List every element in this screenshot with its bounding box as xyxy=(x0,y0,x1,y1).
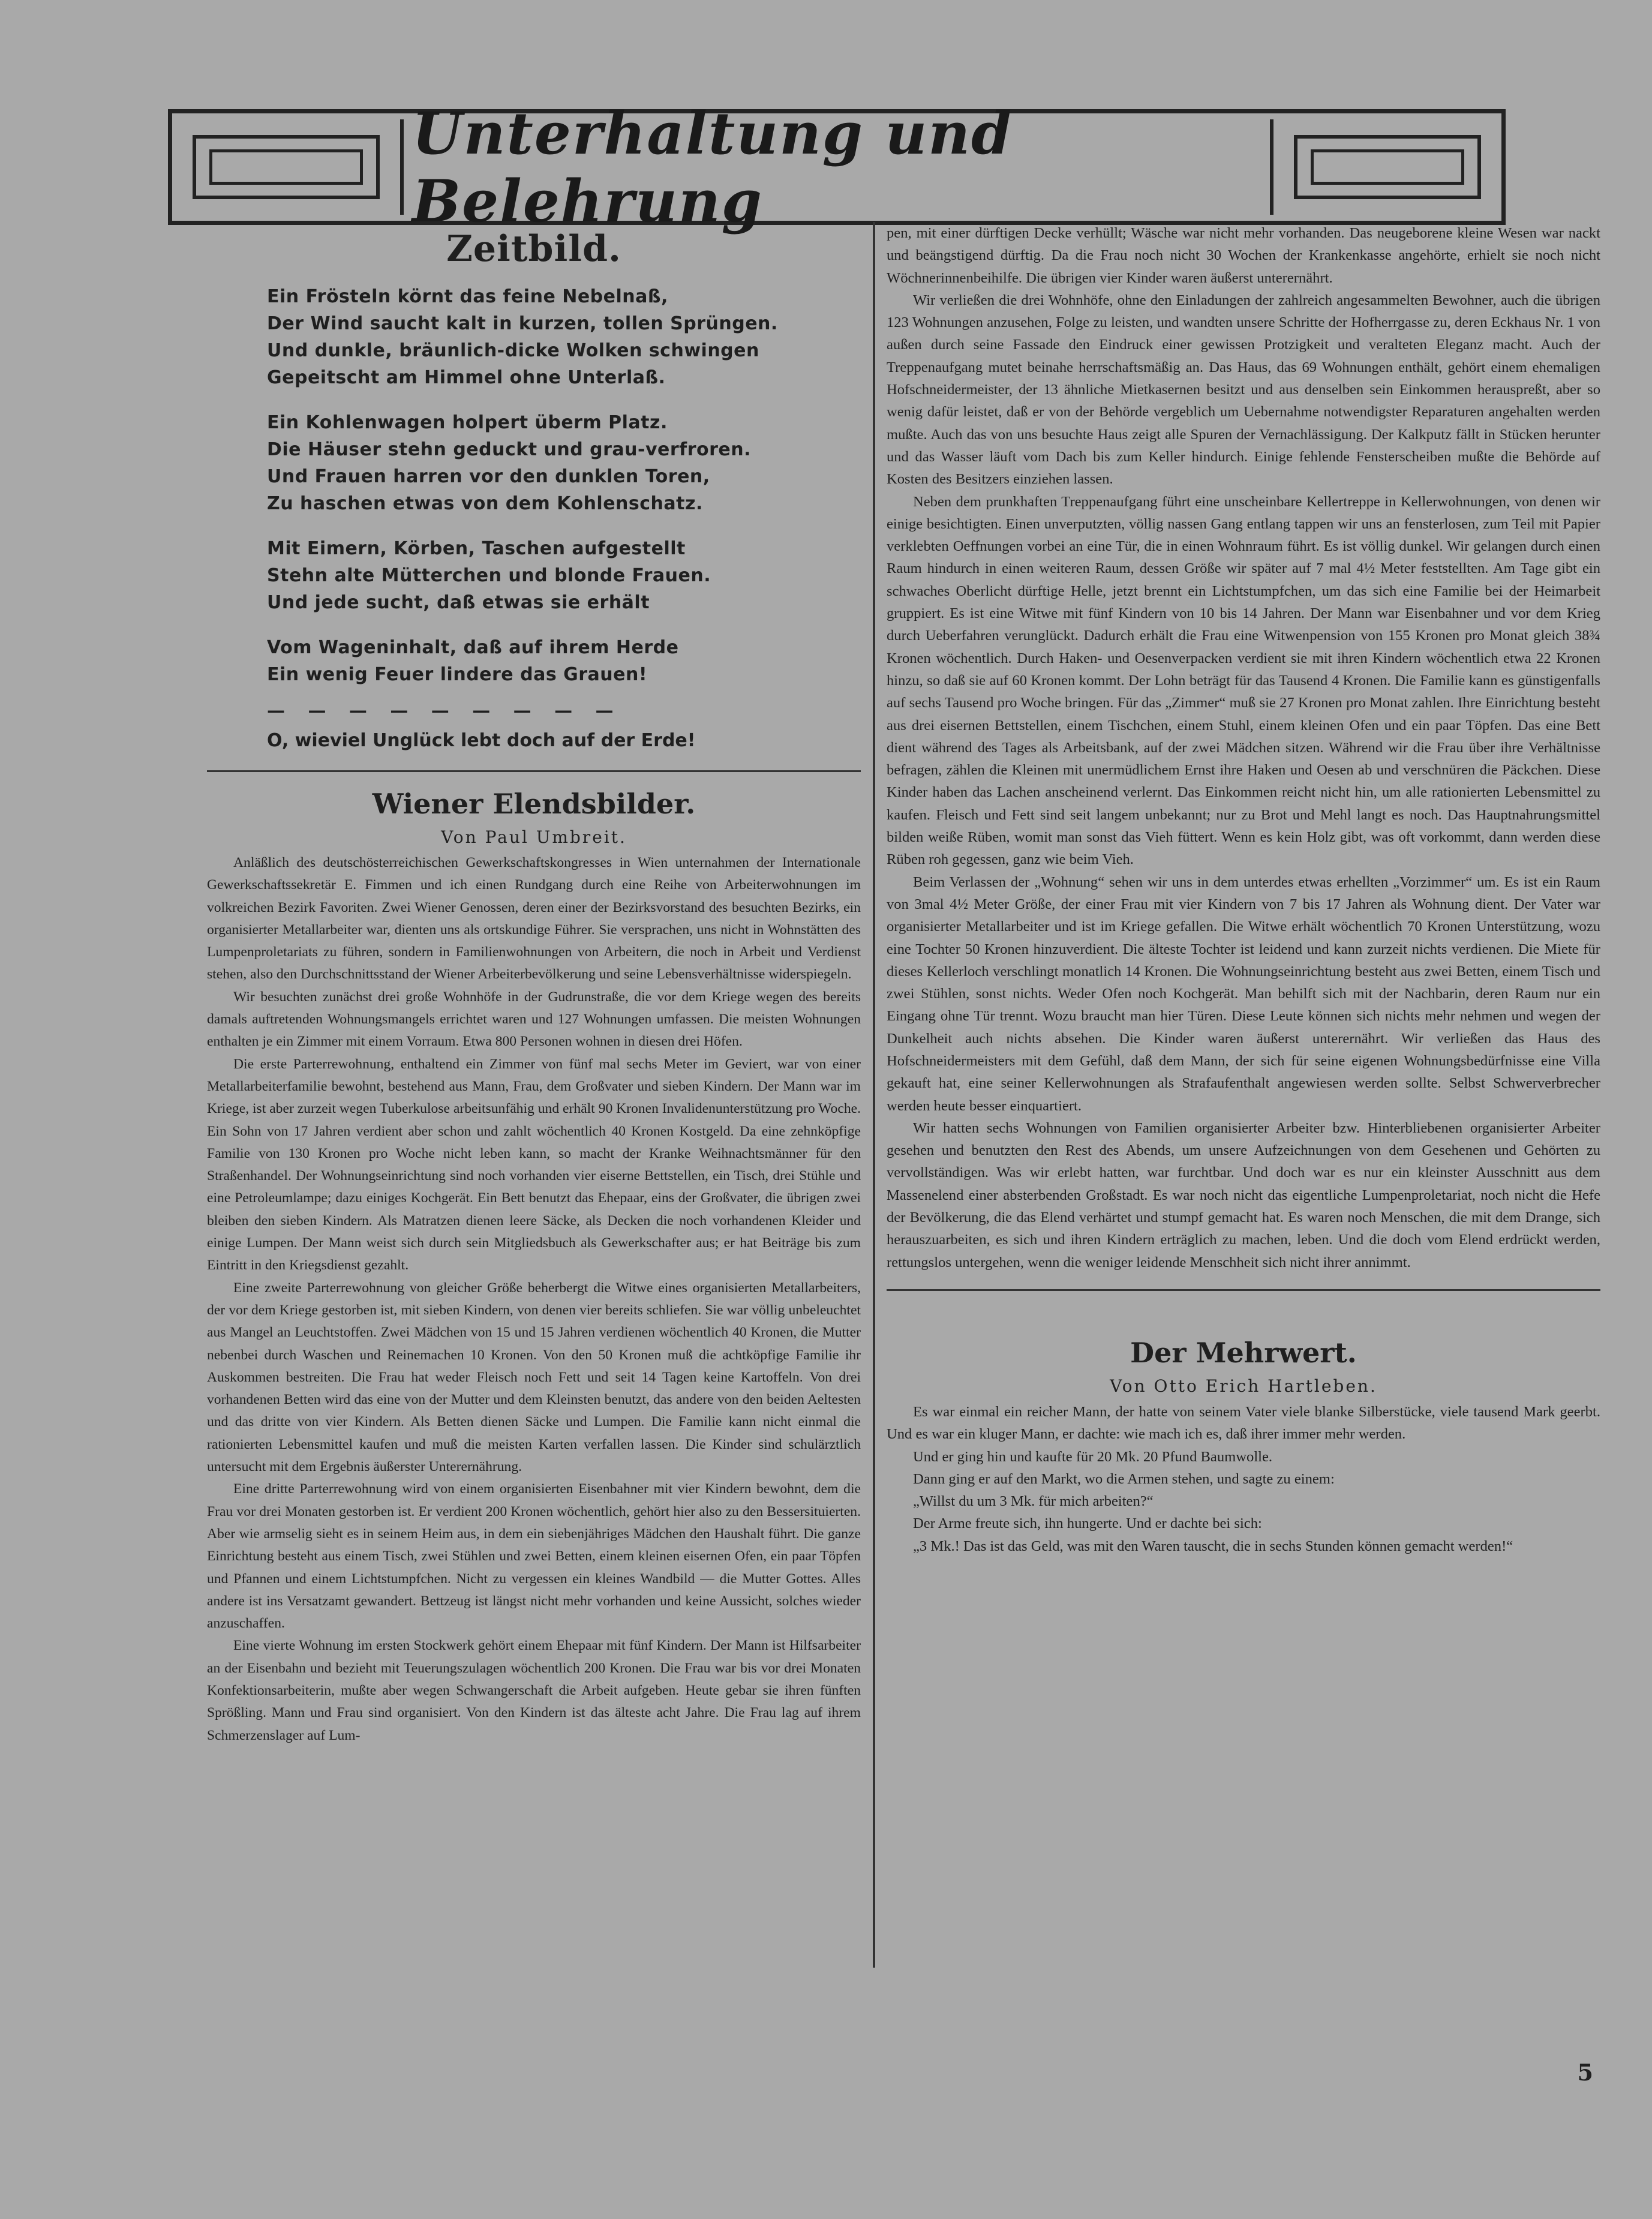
poem-stanza-2 xyxy=(267,409,861,517)
left-column xyxy=(207,222,861,1747)
article-paragraph: Die erste Parterrewohnung, enthaltend ein Zimmer von fünf mal sechs Meter im Geviert, war von einer Metallarbeiterfamilie bewohnt, bestehend aus Mann, Frau, dem Großvater und sieben Kindern. Der Mann war im Kriege, ist aber zurzeit wegen Tuberkulose arbeitsunfähig und erhält 90 Kronen Invalidenunterstützung pro Woche. Ein Sohn von 17 Jahren verdient aber schon und zahlt wöchentlich 40 Kronen Kostgeld. Da eine zehnköpfige Familie von 130 Kronen pro Woche nicht leben kann, so macht der Kranke Weihnachtsmänner für den Straßenhandel. Der Wohnungseinrichtung sind noch vorhanden vier eiserne Bettstellen, ein Tisch, drei Stühle und eine Petroleumlampe; dazu einiges Kochgerät. Ein Bett benutzt das Ehepaar, eins der Großvater, die übrigen zwei bleiben den sieben Kindern. Als Matratzen dienen leere Säcke, als Decken die noch vorhandenen Kleider und einige Lumpen. Der Mann weist sich durch sein Mitgliedsbuch als Gewerkschafter aus; er hat Beiträge bis zum Eintritt in den Kriegsdienst gezahlt. xyxy=(207,1056,861,1274)
section-title: Unterhaltung und Belehrung xyxy=(412,99,1013,235)
article-paragraph: Wir verließen die drei Wohnhöfe, ohne den Einladungen der zahlreich angesammelten Bewohner, auch die übrigen 123 Wohnungen anzusehen, Folge zu leisten, und wandten unsere Schritte der Hofherrgasse zu, deren Eckhaus Nr. 1 von außen durch seine Fassade den Eindruck einer gewissen Protzigkeit und veralteten Eleganz macht. Auch der Treppenaufgang mutet beinahe herrschaftsmäßig an. Das Haus, das 69 Wohnungen enthält, gehört einem ehemaligen Hofschneidermeister, der 13 ähnliche Mietkasernen besitzt und aus denselben sein Einkommen herauspreßt, aber so wenig dafür leistet, daß er von der Behörde vergeblich um Uebernahme notwendigster Reparaturen angehalten werden mußte. Auch das von uns besuchte Haus zeigt alle Spuren der Vernachlässigung. Der Kalkputz fällt in Stücken herunter und das Wasser läuft vom Dach bis zum Keller hindurch. Einige fehlende Fensterscheiben mußte die Behörde auf Kosten des Besitzers einziehen lassen. xyxy=(887,292,1600,488)
section-masthead xyxy=(168,99,1506,235)
poem-title: Zeitbild. xyxy=(446,228,621,270)
right-column xyxy=(887,222,1600,1557)
poem-line: Die Häuser stehn geduckt und grau-verfroren. xyxy=(267,439,752,460)
article-paragraph: Wir hatten sechs Wohnungen von Familien organisierter Arbeiter bzw. Hinterbliebenen organisierter Arbeiter gesehen und benutzten den Rest des Abends, um unsere Aufzeichnungen von dem Gesehenen und Gehörten zu vervollständigen. Was wir erlebt hatten, war furchtbar. Und doch war es nur ein kleinster Ausschnitt aus dem Massenelend einer absterbenden Großstadt. Es war noch nicht das eigentliche Lumpenproletariat, noch nicht die Hefe der Bevölkerung, die das Elend verhärtet und stumpf gemacht hat. Es waren noch Menschen, die mit dem Drange, sich herauszuarbeiten, es sich und ihren Kindern erträglich zu machen, leben. Und die doch vom Elend erdrückt werden, rettungslos untergehen, wenn die weniger leidende Menschheit sich nicht ihrer annimmt. xyxy=(887,1119,1600,1271)
poem-stanza-1 xyxy=(267,283,861,391)
poem-line: Gepeitscht am Himmel ohne Unterlaß. xyxy=(267,367,666,388)
article-separator xyxy=(887,1289,1600,1291)
poem-line: Vom Wageninhalt, daß auf ihrem Herde xyxy=(267,637,679,658)
article-paragraph: pen, mit einer dürftigen Decke verhüllt; Wäsche war nicht mehr vorhanden. Das neugeborene kleine Wesen war nackt und beängstigend dürftig. Da die Frau noch nicht 30 Wochen der Krankenkasse angehörte, erhielt sie noch nicht Wöchnerinnenbeihilfe. Die übrigen vier Kinder waren äußerst unterernährt. xyxy=(887,225,1600,286)
poem-line: Ein Frösteln körnt das feine Nebelnaß, xyxy=(267,286,668,307)
article-paragraph: Eine vierte Wohnung im ersten Stockwerk gehört einem Ehepaar mit fünf Kindern. Der Mann ist Hilfsarbeiter an der Eisenbahn und bezieht mit Teuerungszulagen wöchentlich 200 Kronen. Die Frau war bis vor drei Monaten Konfektionsarbeiterin, mußte aber wegen Schwangerschaft die Arbeit aufgeben. Heute gebar sie ihren fünften Sprößling. Mann und Frau sind organisiert. Von den Kindern ist das älteste acht Jahre. Die Frau lag auf ihrem Schmerzenslager auf Lum- xyxy=(207,1638,861,1743)
poem-stanza-3 xyxy=(267,535,861,616)
article-title: Der Mehrwert. xyxy=(1130,1336,1357,1369)
article-paragraph: Anläßlich des deutschösterreichischen Gewerkschaftskongresses in Wien unternahmen der Internationale Gewerkschaftssekretär E. Fimmen und ich einen Rundgang durch eine Reihe von Arbeiterwohnungen im volkreichen Bezirk Favoriten. Zwei Wiener Genossen, deren einer der Bezirksvorstand des besuchten Bezirks, ein organisierter Metallarbeiter war, dienten uns als ortskundige Führer. Sie versprachen, uns nicht in Wohnstätten des Lumpenproletariats zu führen, sondern in Familienwohnungen von Arbeitern, die noch in Arbeit und Verdienst stehen, also den Durchschnittsstand der Wiener Arbeiterbevölkerung und seine Lebensverhältnisse widerspiegeln. xyxy=(207,855,861,983)
article-paragraph: „3 Mk.! Das ist das Geld, was mit den Waren tauscht, die in sechs Stunden können gemacht werden!“ xyxy=(913,1538,1513,1554)
poem-line: Und dunkle, bräunlich-dicke Wolken schwingen xyxy=(267,340,759,361)
poem-line: Ein wenig Feuer lindere das Grauen! xyxy=(267,664,648,685)
masthead-ornament-left xyxy=(172,119,404,215)
poem-line: Mit Eimern, Körben, Taschen aufgestellt xyxy=(267,538,686,559)
article-paragraph: Dann ging er auf den Markt, wo die Armen stehen, und sagte zu einem: xyxy=(913,1470,1335,1487)
poem-line: Der Wind saucht kalt in kurzen, tollen Sprüngen. xyxy=(267,313,778,334)
poem-final-line: O, wieviel Unglück lebt doch auf der Erde! xyxy=(267,730,696,751)
article-paragraph: Beim Verlassen der „Wohnung“ sehen wir uns in dem unterdes etwas erhellten „Vorzimmer“ um. Es ist ein Raum von 3mal 4½ Meter Größe, der einer Frau mit vier Kindern von 7 bis 17 Jahren als Wohnung dient. Der Vater war organisierter Metallarbeiter und ist im Kriege gefallen. Die Witwe erhält wöchentlich 70 Kronen Unterstützung, wozu eine Tochter 50 Kronen hinzuverdient. Die älteste Tochter ist leidend und kann zurzeit nichts verdienen. Die Miete für dieses Kellerloch verschlingt monatlich 14 Kronen. Die Wohnungseinrichtung besteht aus zwei Betten, einem Tisch und zwei Stühlen, sonst nichts. Weder Ofen noch Kochgerät. Man behilft sich mit der Nachbarin, deren Raum nur ein Eingang ohne Tür trennt. Wozu braucht man hier Türen. Diese Leute können sich nichts mehr nehmen und wegen der Dunkelheit auch nichts absehen. Die Kinder waren äußerst unterernährt. Wir verließen das Haus des Hofschneidermeisters mit dem Gefühl, daß dem Mann, der sich für seine eigenen Wohnungsbedürfnisse eine Villa gekauft hat, eine seiner Kellerwohnungen als Strafaufenthalt angewiesen werden sollte. Selbst Schwerverbrecher werden heute besser einquartiert. xyxy=(887,873,1600,1114)
poem-line: Stehn alte Mütterchen und blonde Frauen. xyxy=(267,565,711,586)
column-divider xyxy=(873,222,875,1968)
article-paragraph: Neben dem prunkhaften Treppenaufgang führt eine unscheinbare Kellertreppe in Kellerwohnungen, von denen wir einige besichtigten. Einen unverputzten, völlig nassen Gang entlang tappen wir uns an fensterlosen, zum Teil mit Papier verklebten Oeffnungen vorbei an eine Tür, die in einen Wohnraum führt. Es ist völlig dunkel. Wir gelangen durch einen Raum hindurch in einen weiteren Raum, dessen Größe wir später auf 7 mal 4½ Meter feststellten. Am Tage gibt ein schwaches Oberlicht dürftige Helle, jetzt brennt ein Lichtstumpfchen, um das sich eine Familie bei der Heimarbeit gruppiert. Es ist eine Witwe mit fünf Kindern von 10 bis 14 Jahren. Der Mann war Eisenbahner und vor dem Krieg durch Ueberfahren verunglückt. Dadurch erhält die Frau eine Witwenpension von 155 Kronen pro Monat gleich 38¾ Kronen wöchentlich. Durch Haken- und Oesenverpacken verdient sie mit ihren Kindern wöchentlich etwa 22 Kronen hinzu, so daß sie auf 60 Kronen kommt. Der Lohn beträgt für das Tausend 4 Kronen. Die Familie kann es günstigenfalls auf sechs Tausend pro Woche bringen. Für das „Zimmer“ muß sie 27 Kronen pro Monat zahlen. Ihre Einrichtung besteht aus drei eisernen Bettstellen, einem Tischchen, einem Stuhl, einem kleinen Ofen und ein paar Töpfen. Das eine Bett dient während des Tages als Arbeitsbank, auf der zwei Mädchen sitzen. Während wir die Frau über ihre Verhältnisse befragen, zählen die Kleinen mit unermüdlichem Ernst ihre Haken und Oesen ab und verschnüren die Päckchen. Diese Kinder haben das Lachen anscheinend verlernt. Das Einkommen reicht nicht hin, um alle rationierten Lebensmittel zu kaufen. Fleisch und Fett sind seit langem unbekannt; nur zu Brot und Mehl langt es noch. Das Hauptnahrungsmittel bilden weiße Rüben, womit man sonst das Vieh füttert. Wenn es kein Holz gibt, was oft vorkommt, dann werden diese Rüben roh gegessen, ganz wie beim Vieh. xyxy=(887,493,1600,868)
article-paragraph: Und er ging hin und kaufte für 20 Mk. 20 Pfund Baumwolle. xyxy=(913,1448,1273,1465)
article-paragraph: Eine zweite Parterrewohnung von gleicher Größe beherbergt die Witwe eines organisierten Metallarbeiters, der vor dem Kriege gestorben ist, mit sieben Kindern, von denen vier bereits schliefen. Sie war völlig unbeleuchtet aus Mangel an Leuchtstoffen. Zwei Mädchen von 15 und 15 Jahren verdienen wöchentlich 40 Kronen, die Mutter nebenbei durch Waschen und Reinemachen 10 Kronen. Von den 50 Kronen muß die achtköpfige Familie ihr Auskommen bestreiten. Die Frau hat weder Fleisch noch Fett und seit 14 Tagen keine Kartoffeln. Von drei vorhandenen Betten wird das eine von der Mutter und dem Kleinsten benutzt, das andere von den beiden Aeltesten und das dritte von vier Kindern. Als Betten dienen Säcke und Lumpen. Die Familie kann nicht einmal die rationierten Lebensmittel kaufen und muß die meisten Karten verfallen lassen. Die Kinder sind schulärztlich untersucht mit dem Ergebnis äußerster Unterernährung. xyxy=(207,1280,861,1475)
poem-line: Zu haschen etwas von dem Kohlenschatz. xyxy=(267,493,703,514)
poem-dashes: — — — — — — — — — xyxy=(267,700,622,721)
poem-line: Und Frauen harren vor den dunklen Toren, xyxy=(267,466,710,487)
article-separator xyxy=(207,770,861,772)
article-title: Wiener Elendsbilder. xyxy=(372,788,696,820)
article-paragraph: Der Arme freute sich, ihn hungerte. Und er dachte bei sich: xyxy=(913,1515,1262,1532)
article-paragraph: Eine dritte Parterrewohnung wird von einem organisierten Eisenbahner mit vier Kindern bewohnt, dem die Frau vor drei Monaten gestorben ist. Er verdient 200 Kronen wöchentlich, gehört hier also zu den Bessersituierten. Aber wie armselig sieht es in seinem Heim aus, in dem ein siebenjähriges Mädchen den Haushalt führt. Die ganze Einrichtung besteht aus einem Tisch, zwei Stühlen und zwei Betten, einem kleinen eisernen Ofen, ein paar Töpfen und Pfannen und einem Lichtstumpfchen. Nicht zu vergessen ein kleines Wandbild — die Mutter Gottes. Alles andere ist ins Versatzamt gewandert. Bettzeug ist längst nicht mehr vorhanden und keine Aussicht, solches wieder anzuschaffen. xyxy=(207,1481,861,1632)
masthead-ornament-right xyxy=(1270,119,1501,215)
article-author: Von Paul Umbreit. xyxy=(441,827,627,847)
poem-stanza-4 xyxy=(267,634,861,688)
poem-line: Ein Kohlenwagen holpert überm Platz. xyxy=(267,412,668,433)
page-number: 5 xyxy=(1577,2059,1593,2086)
article-paragraph: „Willst du um 3 Mk. für mich arbeiten?“ xyxy=(913,1493,1154,1510)
poem-line: Und jede sucht, daß etwas sie erhält xyxy=(267,592,650,613)
article-paragraph: Es war einmal ein reicher Mann, der hatte von seinem Vater viele blanke Silberstücke, viele tausend Mark geerbt. Und es war ein kluger Mann, er dachte: wie mach ich es, daß ihrer immer mehr werden. xyxy=(887,1403,1600,1443)
article-paragraph: Wir besuchten zunächst drei große Wohnhöfe in der Gudrunstraße, die vor dem Kriege wegen des bereits damals auftretenden Wohnungsmangels errichtet waren und 127 Wohnungen umfassen. Die meisten Wohnungen enthalten je ein Zimmer mit einem Vorraum. Etwa 800 Personen wohnen in diesen drei Höfen. xyxy=(207,989,861,1050)
article-author: Von Otto Erich Hartleben. xyxy=(1110,1376,1377,1396)
